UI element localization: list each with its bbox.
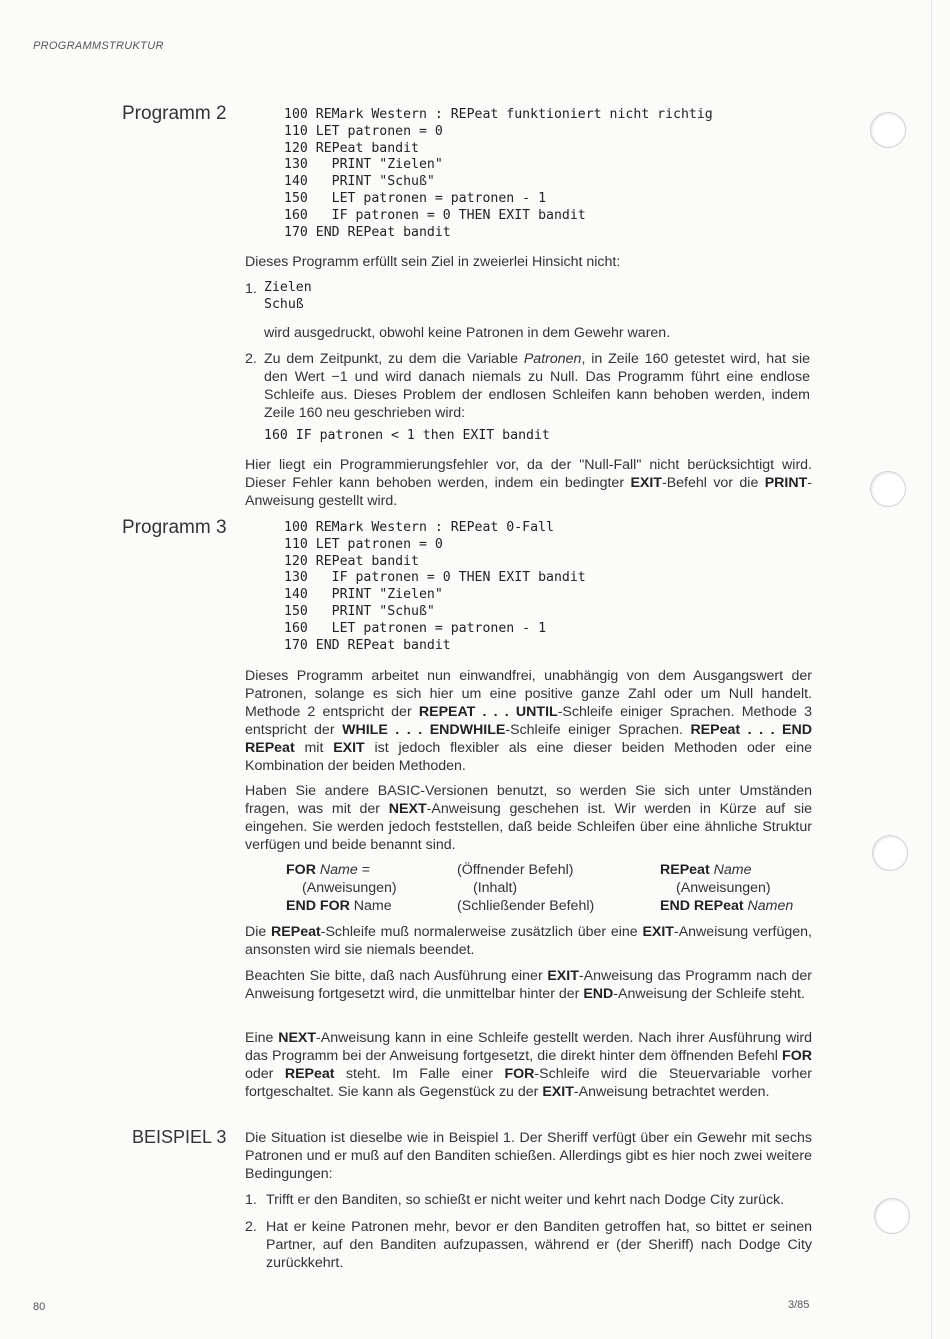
binder-hole xyxy=(870,112,906,148)
program2-intro: Dieses Programm erfüllt sein Ziel in zweierlei Hinsicht nicht: xyxy=(245,254,621,270)
binder-hole xyxy=(870,471,906,507)
paragraph-next: Eine NEXT-Anweisung kann in eine Schleife gestellt werden. Nach ihrer Ausführung wird das Programm bei der Anweisung fortgesetzt, die direkt hinter dem öffnenden Befehl FOR oder REPeat steht. Im Falle einer FOR-Schleife wird die Steuervariable vorher fortgeschaltet. Sie kann als Gegenstück zu der EXIT-Anweisung betrachtet werden. xyxy=(245,1030,813,1100)
program2-label: Programm 2 xyxy=(122,103,227,124)
program2-code: 100 REMark Western : REPeat funktioniert nicht richtig 110 LET patronen = 0 120 REPeat bandit 130 PRINT "Zielen" 140 PRINT "Schuß" 150 LET patronen = patronen - 1 160 IF patronen = 0 THEN EXIT bandit 170 END REPeat bandit xyxy=(284,107,713,240)
paragraph-basic: Haben Sie andere BASIC-Versionen benutzt, so werden Sie sich unter Umständen fragen, was mit der NEXT-Anweisung geschehen ist. Wir werden in Kürze auf sie eingehen. Sie werden jedoch feststellen, daß beide Schleifen über eine ähnliche Struktur verfügen und beide benannt sind. xyxy=(245,783,812,853)
syntax-description-column: (Öffnender Befehl) (Inhalt) (Schließender Befehl) xyxy=(457,862,595,914)
page-number: 80 xyxy=(33,1301,46,1313)
item1-number: 1. xyxy=(245,281,257,297)
item2-code: 160 IF patronen < 1 then EXIT bandit xyxy=(264,428,550,443)
binder-hole xyxy=(872,835,908,871)
beispiel3-label: BEISPIEL 3 xyxy=(132,1127,227,1147)
syntax-for-column: FOR Name = (Anweisungen) END FOR Name xyxy=(286,862,397,914)
program3-label: Programm 3 xyxy=(122,517,227,538)
item1-code: Zielen Schuß xyxy=(264,280,312,312)
page-edge-line xyxy=(931,0,932,1339)
paragraph-methoden: Dieses Programm arbeitet nun einwandfrei, unabhängig von dem Ausgangswert der Patronen, solange es sich hier um eine positive ganze Zahl oder um Null handelt. Methode 2 entspricht der REPEAT . . . UNTIL-Schleife einiger Sprachen. Methode 3 entspricht der WHILE . . . ENDWHILE-Schleife einiger Sprachen. REPeat . . . END REPeat mit EXIT ist jedoch flexibler als eine dieser beiden Methoden oder eine Kombination der beiden Methoden. xyxy=(245,668,813,774)
item1-text: wird ausgedruckt, obwohl keine Patronen in dem Gewehr waren. xyxy=(264,325,671,341)
paragraph-fehler: Hier liegt ein Programmierungsfehler vor, da der "Null-Fall" nicht berücksichtigt wird. Dieser Fehler kann behoben werden, indem ein bedingter EXIT-Befehl vor die PRINT-Anweisung gestellt wird. xyxy=(245,457,813,509)
binder-hole xyxy=(874,1198,910,1234)
item2-number: 2. xyxy=(245,351,257,367)
condition1-text: Trifft er den Banditen, so schießt er nicht weiter und kehrt nach Dodge City zurück. xyxy=(266,1192,785,1208)
item2-text: Zu dem Zeitpunkt, zu dem die Variable Patronen, in Zeile 160 getestet wird, hat sie den Wert −1 und wird danach niemals zu Null. Das Programm führt eine endlose Schleife aus. Dieses Problem der endlosen Schleifen kann behoben werden, indem Zeile 160 neu geschrieben wird: xyxy=(264,351,811,421)
running-header: PROGRAMMSTRUKTUR xyxy=(33,40,164,52)
paragraph-exit: Beachten Sie bitte, daß nach Ausführung einer EXIT-Anweisung das Programm nach der Anweisung fortgesetzt wird, die unmittelbar hinter der END-Anweisung der Schleife steht. xyxy=(245,968,813,1002)
condition1-number: 1. xyxy=(245,1192,257,1208)
program3-code: 100 REMark Western : REPeat 0-Fall 110 LET patronen = 0 120 REPeat bandit 130 IF patronen = 0 THEN EXIT bandit 140 PRINT "Zielen" 150 PRINT "Schuß" 160 LET patronen = patronen - 1 170 END REPeat bandit xyxy=(284,520,586,653)
condition2-text: Hat er keine Patronen mehr, bevor er den Banditen getroffen hat, so bittet er seinen Partner, auf den Banditen aufzupassen, während er (der Sheriff) nach Dodge City zurückkehrt. xyxy=(266,1219,812,1271)
beispiel3-text: Die Situation ist dieselbe wie in Beispiel 1. Der Sheriff verfügt über ein Gewehr mit sechs Patronen und er muß auf den Banditen schießen. Allerdings gibt es hier noch zwei weitere Bedingungen: xyxy=(245,1130,812,1182)
issue-date: 3/85 xyxy=(788,1299,810,1311)
condition2-number: 2. xyxy=(245,1219,257,1235)
paragraph-repeat-exit: Die REPeat-Schleife muß normalerweise zusätzlich über eine EXIT-Anweisung verfügen, ansonsten wird sie niemals beendet. xyxy=(245,924,812,958)
syntax-repeat-column: REPeat Name (Anweisungen) END REPeat Namen xyxy=(660,862,794,914)
